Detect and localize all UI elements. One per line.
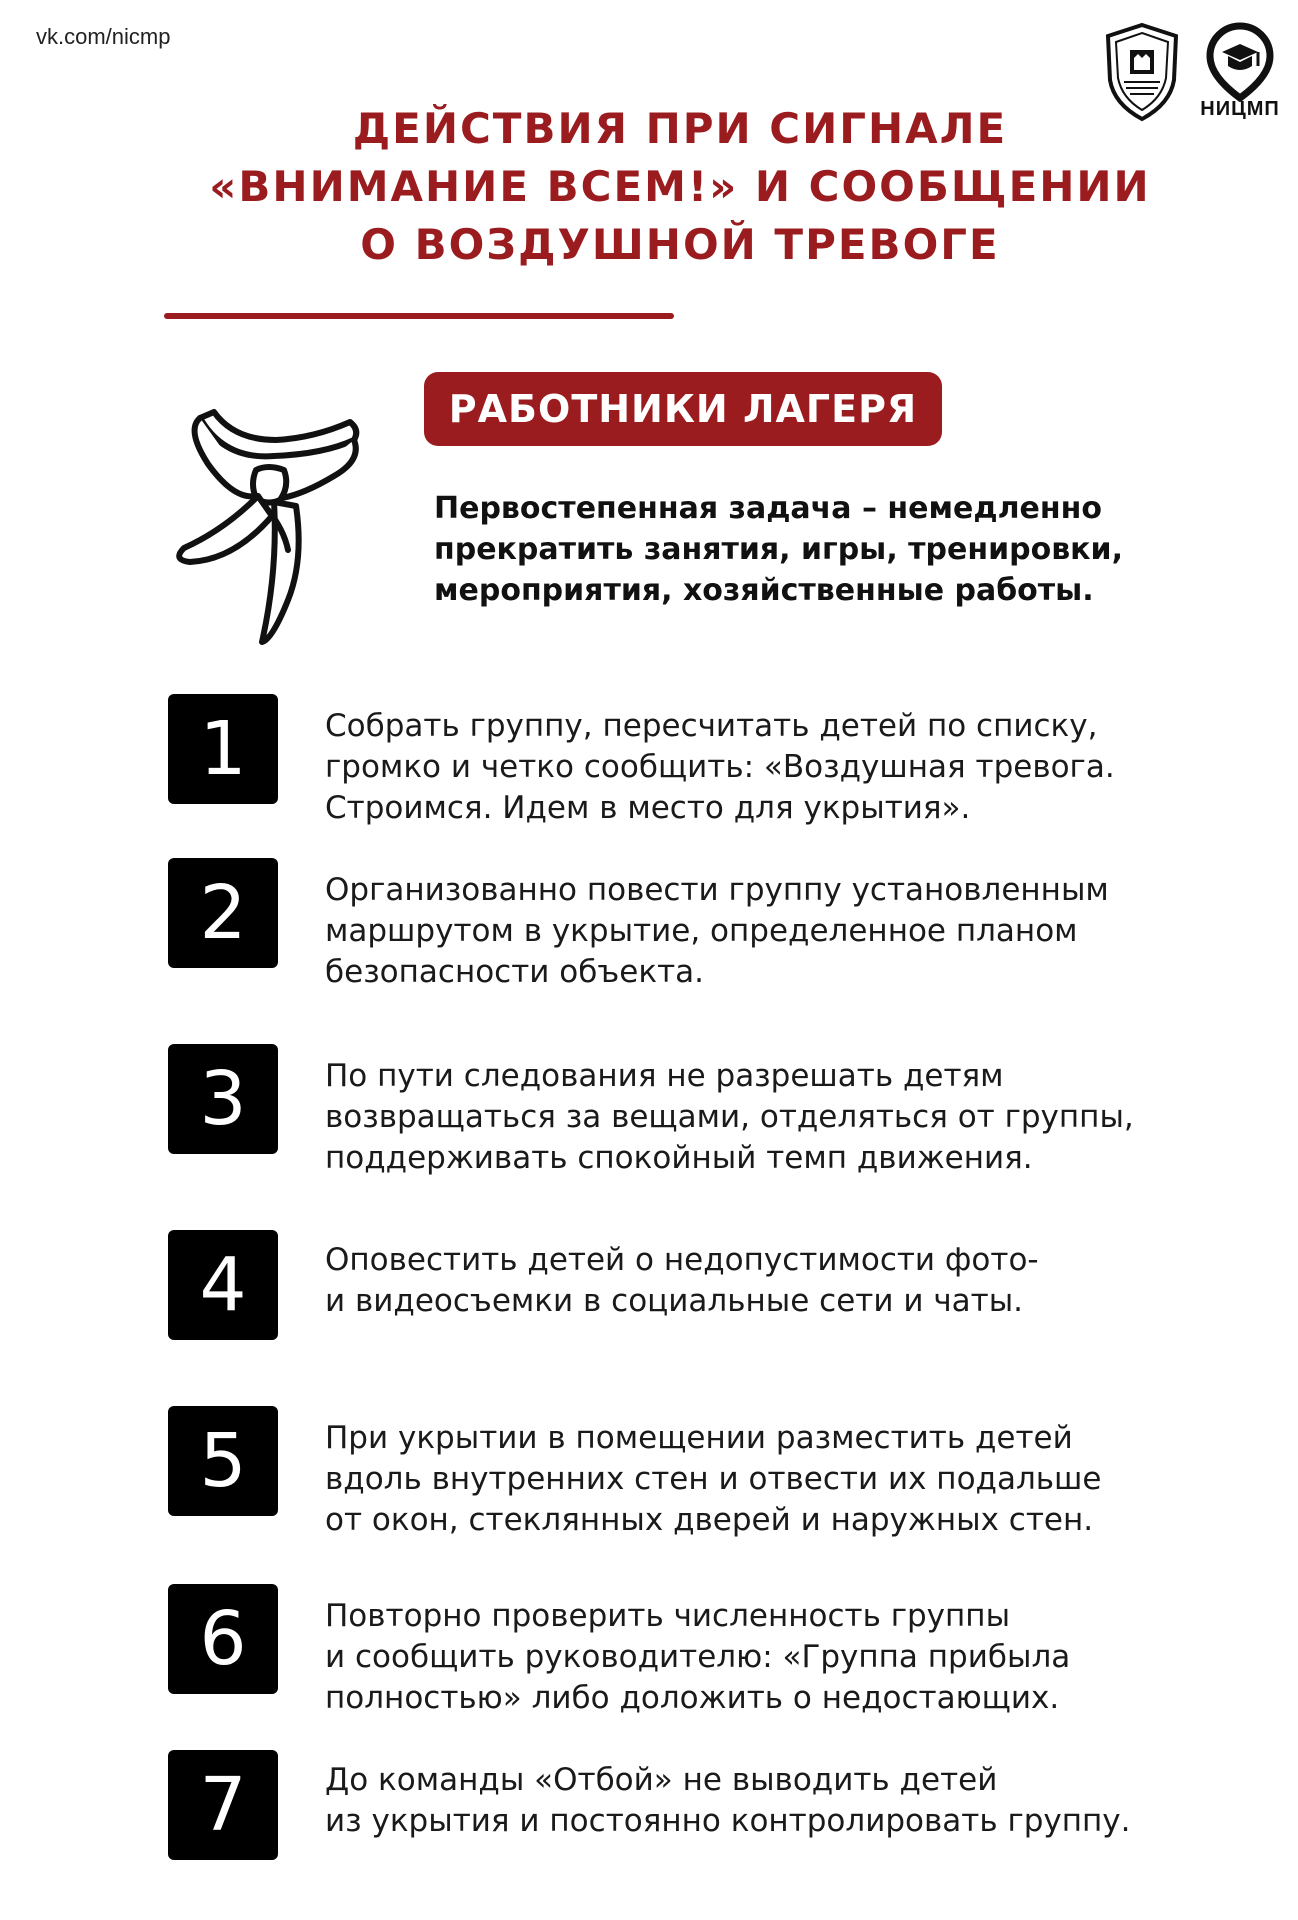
- title-divider: [164, 313, 674, 319]
- step-line: Строимся. Идем в место для укрытия».: [325, 790, 971, 826]
- pioneer-neckerchief-icon: [164, 400, 384, 650]
- step-line: При укрытии в помещении разместить детей: [325, 1420, 1073, 1456]
- graduation-cap-pin-icon: [1196, 22, 1284, 102]
- step-line: и сообщить руководителю: «Группа прибыла: [325, 1639, 1071, 1675]
- primary-task: [434, 488, 1254, 611]
- step-line: вдоль внутренних стен и отвести их подальше: [325, 1461, 1102, 1497]
- step-number: 3: [168, 1044, 278, 1154]
- step-line: возвращаться за вещами, отделяться от группы,: [325, 1099, 1134, 1135]
- step-line: и видеосъемки в социальные сети и чаты.: [325, 1283, 1024, 1319]
- step-text: [325, 1596, 1285, 1719]
- source-link[interactable]: vk.com/nicmp: [36, 24, 171, 49]
- step-line: из укрытия и постоянно контролировать группу.: [325, 1803, 1131, 1839]
- step-line: Организованно повести группу установленным: [325, 872, 1109, 908]
- step-line: До команды «Отбой» не выводить детей: [325, 1762, 998, 1798]
- step-text: [325, 870, 1285, 993]
- task-line: прекратить занятия, игры, тренировки,: [434, 532, 1123, 567]
- step-text: [325, 1240, 1285, 1322]
- step-line: от окон, стеклянных дверей и наружных стен.: [325, 1502, 1094, 1538]
- title-line: ДЕЙСТВИЯ ПРИ СИГНАЛЕ: [352, 104, 1008, 153]
- nicmp-logo-text: НИЦМП: [1200, 98, 1280, 120]
- task-line: Первостепенная задача – немедленно: [434, 491, 1102, 526]
- step-number: 7: [168, 1750, 278, 1860]
- title-line: «ВНИМАНИЕ ВСЕМ!» И СООБЩЕНИИ: [209, 162, 1151, 211]
- step-number: 4: [168, 1230, 278, 1340]
- step-text: [325, 1056, 1285, 1179]
- step-number: 6: [168, 1584, 278, 1694]
- step-line: громко и четко сообщить: «Воздушная тревога.: [325, 749, 1115, 785]
- title-line: О ВОЗДУШНОЙ ТРЕВОГЕ: [360, 220, 1000, 269]
- step-line: безопасности объекта.: [325, 954, 704, 990]
- step-line: Собрать группу, пересчитать детей по списку,: [325, 708, 1098, 744]
- step-number: 1: [168, 694, 278, 804]
- step-line: поддерживать спокойный темп движения.: [325, 1140, 1033, 1176]
- step-text: [325, 1760, 1285, 1842]
- step-line: маршрутом в укрытие, определенное планом: [325, 913, 1078, 949]
- step-line: Оповестить детей о недопустимости фото-: [325, 1242, 1039, 1278]
- page-title: [150, 100, 1210, 274]
- step-text: [325, 1418, 1285, 1541]
- step-line: полностью» либо доложить о недостающих.: [325, 1680, 1060, 1716]
- audience-badge: РАБОТНИКИ ЛАГЕРЯ: [424, 372, 942, 446]
- task-line: мероприятия, хозяйственные работы.: [434, 573, 1094, 608]
- step-line: Повторно проверить численность группы: [325, 1598, 1011, 1634]
- step-text: [325, 706, 1285, 829]
- step-number: 2: [168, 858, 278, 968]
- step-number: 5: [168, 1406, 278, 1516]
- step-line: По пути следования не разрешать детям: [325, 1058, 1004, 1094]
